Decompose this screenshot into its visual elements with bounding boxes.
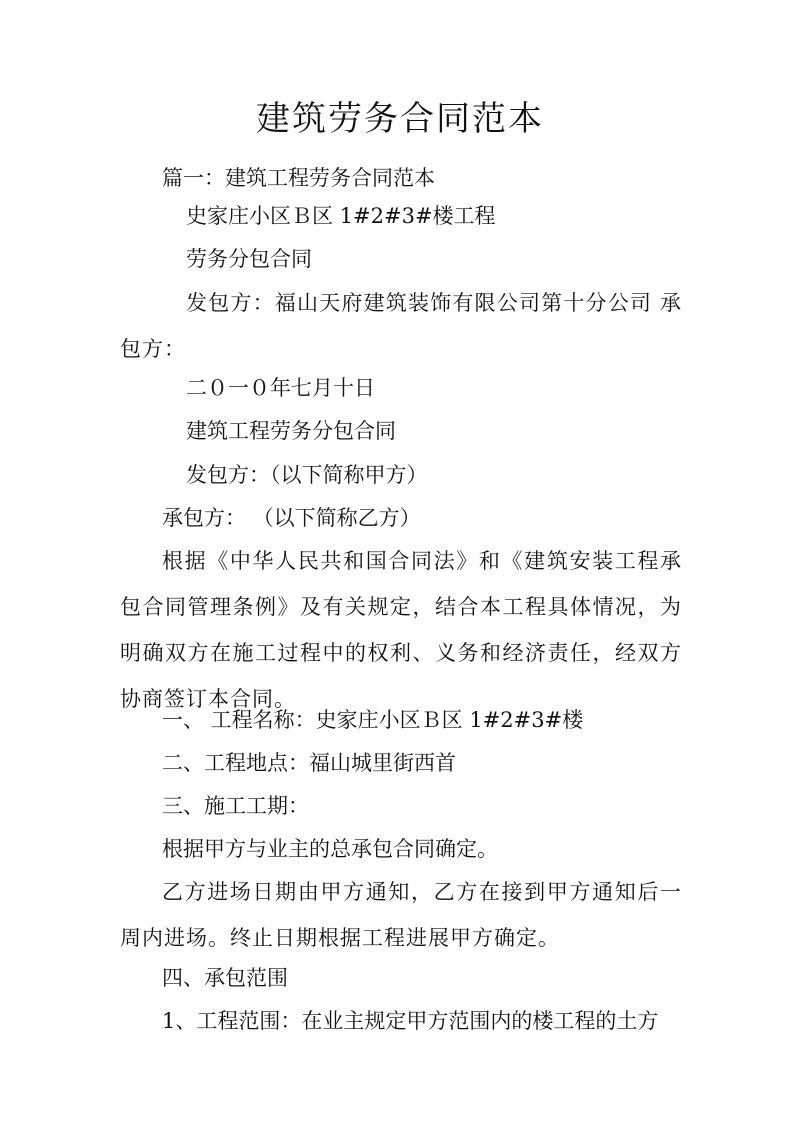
period-basis-line: 根据甲方与业主的总承包合同确定。	[162, 837, 498, 861]
section-heading: 篇一：建筑工程劳务合同范本	[162, 166, 435, 190]
contract-type-line: 劳务分包合同	[186, 247, 312, 271]
party-b-line: 承包方： （以下简称乙方）	[162, 506, 421, 530]
party-a-line: 发包方：（以下简称甲方）	[186, 463, 428, 487]
preamble-paragraph: 根据《中华人民共和国合同法》和《建筑安装工程承包合同管理条例》及有关规定，结合本工程具体情况，为明确双方在施工过程中的权利、义务和经济责任，经双方协商签订本合同。	[120, 549, 682, 711]
entry-date-paragraph: 乙方进场日期由甲方通知，乙方在接到甲方通知后一周内进场。终止日期根据工程进展甲方确定。	[120, 880, 682, 950]
clause-contract-scope: 四、承包范围	[162, 966, 288, 990]
scope-item-1: 1、工程范围：在业主规定甲方范围内的楼工程的土方	[162, 1009, 659, 1033]
employer-contractor-line: 发包方：福山天府建筑装饰有限公司第十分公司 承包方：	[120, 291, 682, 361]
clause-project-location: 二、工程地点：福山城里街西首	[162, 751, 456, 775]
project-name-line: 史家庄小区Ｂ区 1#2#3#楼工程	[186, 204, 496, 228]
contract-subtitle: 建筑工程劳务分包合同	[186, 419, 396, 443]
clause-project-name: 一、 工程名称：史家庄小区Ｂ区 1#2#3#楼	[162, 708, 584, 732]
document-title: 建筑劳务合同范本	[256, 99, 544, 139]
contract-date: 二０一０年七月十日	[186, 376, 375, 400]
clause-construction-period: 三、施工工期：	[162, 794, 309, 818]
